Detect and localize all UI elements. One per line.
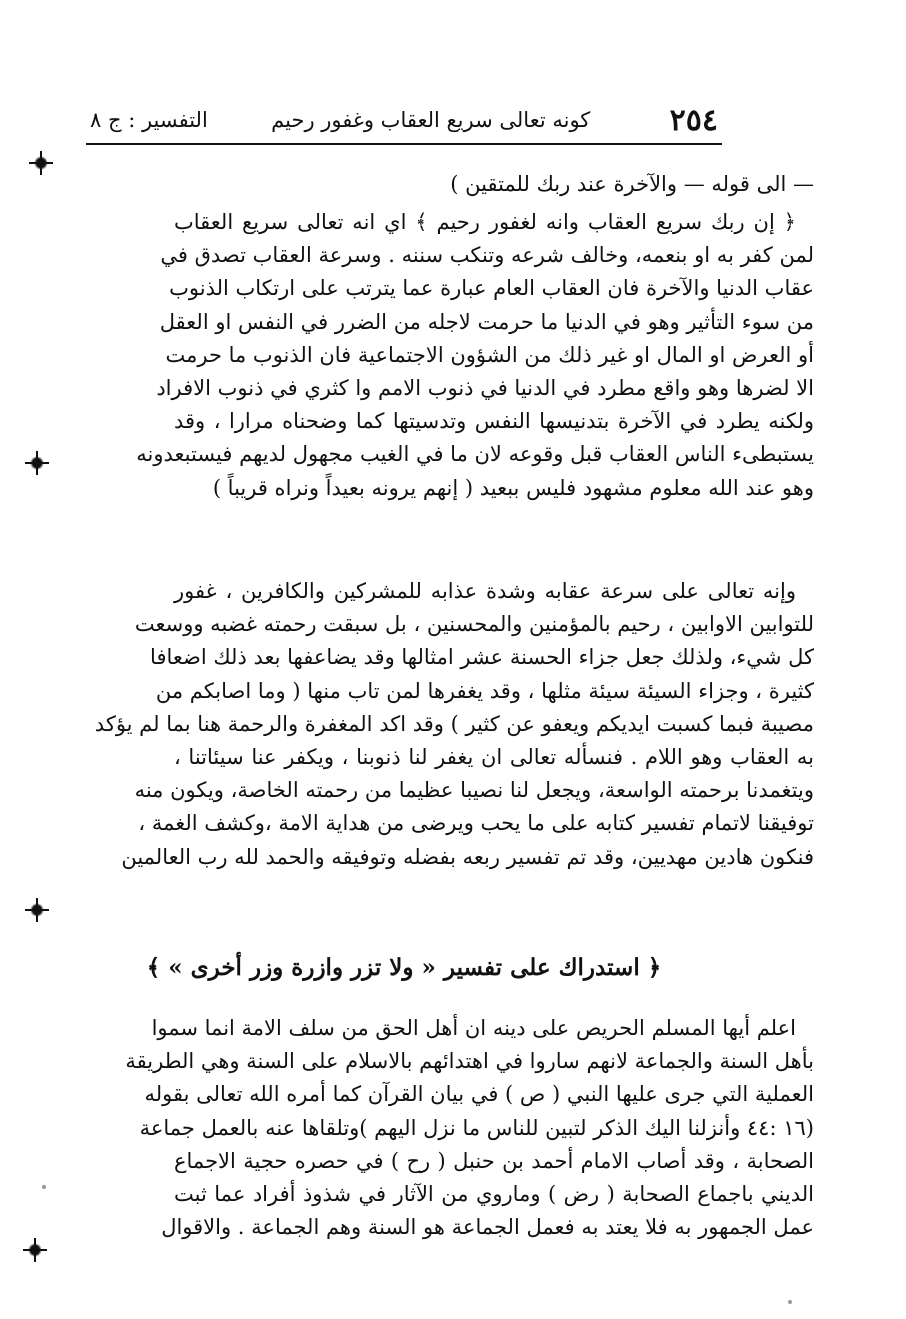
text-line: لمن كفر به او بنعمه، وخالف شرعه وتنكب سننه . وسرعة العقاب تصدق في bbox=[160, 243, 814, 268]
text-line: ﴿ إن ربك سريع العقاب وانه لغفور رحيم ﴾ اي انه تعالى سريع العقاب bbox=[174, 210, 796, 234]
paragraph-3 bbox=[125, 1012, 815, 1244]
binding-hole-mark bbox=[28, 1243, 42, 1257]
text-line: كل شيء، ولذلك جعل جزاء الحسنة عشر امثالها وقد يضاعفها بعد ذلك اضعافا bbox=[150, 645, 814, 670]
text-line: العملية التي جرى عليها النبي ( ص ) في بيان القرآن كما أمره الله تعالى بقوله bbox=[144, 1082, 814, 1107]
text-line: عقاب الدنيا والآخرة فان العقاب العام عبارة عما يترتب على ارتكاب الذنوب bbox=[169, 276, 814, 301]
text-line: الصحابة ، وقد أصاب الامام أحمد بن حنبل ( رح ) في حصره حجية الاجماع bbox=[174, 1148, 815, 1173]
paragraph-1 bbox=[136, 206, 814, 505]
text-line: الا لضرها وهو واقع مطرد في الدنيا في ذنوب الامم وا كثري في ذنوب الافراد bbox=[156, 375, 814, 400]
text-line: ويتغمدنا برحمته الواسعة، ويجعل لنا نصيبا عظيما من رحمته الخاصة، ويكون منه bbox=[134, 778, 814, 803]
text-line: فنكون هادين مهديين، وقد تم تفسير ربعه بفضله وتوفيقه والحمد لله رب العالمين bbox=[121, 844, 814, 869]
section-heading: ﴿ استدراك على تفسير « ولا تزر وازرة وزر أخرى » ﴾ bbox=[146, 954, 662, 981]
running-title: كونه تعالى سريع العقاب وغفور رحيم bbox=[271, 108, 591, 132]
text-line: للتوابين الاوابين ، رحيم بالمؤمنين والمحسنين ، بل سبقت رحمته غضبه ووسعت bbox=[134, 612, 814, 637]
text-line: مصيبة فبما كسبت ايديكم ويعفو عن كثير ) وقد اكد المغفرة والرحمة هنا بما لم يؤكد bbox=[94, 711, 814, 736]
header-rule bbox=[86, 143, 722, 145]
binding-hole-mark bbox=[34, 156, 48, 170]
paragraph-2 bbox=[94, 575, 814, 874]
text-line: عمل الجمهور به فلا يعتد به فعمل الجماعة هو السنة وهم الجماعة . والاقوال bbox=[161, 1215, 814, 1240]
text-line: (١٦ :٤٤ وأنزلنا اليك الذكر لتبين للناس ما نزل اليهم )وتلقاها عنه بالعمل جماعة bbox=[139, 1115, 814, 1140]
text-line: توفيقنا لاتمام تفسير كتابه على ما يحب ويرضى من هداية الامة ،وكشف الغمة ، bbox=[138, 811, 814, 836]
text-line: من سوء التأثير وهو في الدنيا ما حرمت لاجله من الضرر في النفس او العقل bbox=[159, 309, 814, 334]
page-number: ٢٥٤ bbox=[669, 102, 718, 138]
text-line: بأهل السنة والجماعة لانهم ساروا في اهتدائهم بالاسلام على السنة وهي الطريقة bbox=[125, 1049, 814, 1074]
running-header bbox=[90, 100, 718, 140]
binding-hole-mark bbox=[30, 903, 44, 917]
binding-hole-mark bbox=[30, 456, 44, 470]
volume-label: التفسير : ج ٨ bbox=[90, 108, 208, 132]
text-line: وإنه تعالى على سرعة عقابه وشدة عذابه للمشركين والكافرين ، غفور bbox=[174, 579, 796, 603]
text-line: يستبطىء الناس العقاب قبل وقوعه لان ما في الغيب مجهول لديهم فيستبعدونه bbox=[136, 442, 814, 467]
text-line: كثيرة ، وجزاء السيئة سيئة مثلها ، وقد يغفرها لمن تاب منها ( وما اصابكم من bbox=[155, 678, 814, 703]
text-line: أو العرض او المال او غير ذلك من الشؤون الاجتماعية فان الذنوب ما حرمت bbox=[165, 342, 814, 367]
scan-speck bbox=[42, 1185, 46, 1189]
text-line: وهو عند الله معلوم مشهود فليس ببعيد ( إنهم يرونه بعيداً ونراه قريباً ) bbox=[212, 475, 814, 500]
text-line: اعلم أيها المسلم الحريص على دينه ان أهل الحق من سلف الامة انما سموا bbox=[151, 1016, 796, 1040]
intro-line: — الى قوله — والآخرة عند ربك للمتقين ) bbox=[450, 172, 814, 196]
text-line: الديني باجماع الصحابة ( رض ) وماروي من الآثار في شذوذ أفراد عما ثبت bbox=[174, 1181, 814, 1206]
text-line: به العقاب وهو اللام . فنسأله تعالى ان يغفر لنا ذنوبنا ، ويكفر عنا سيئاتنا ، bbox=[174, 744, 814, 769]
text-line: ولكنه يطرد في الآخرة بتدنيسها النفس وتدسيتها كما وضحناه مرارا ، وقد bbox=[174, 409, 814, 434]
intro-block bbox=[174, 168, 814, 201]
scan-speck bbox=[788, 1300, 792, 1304]
